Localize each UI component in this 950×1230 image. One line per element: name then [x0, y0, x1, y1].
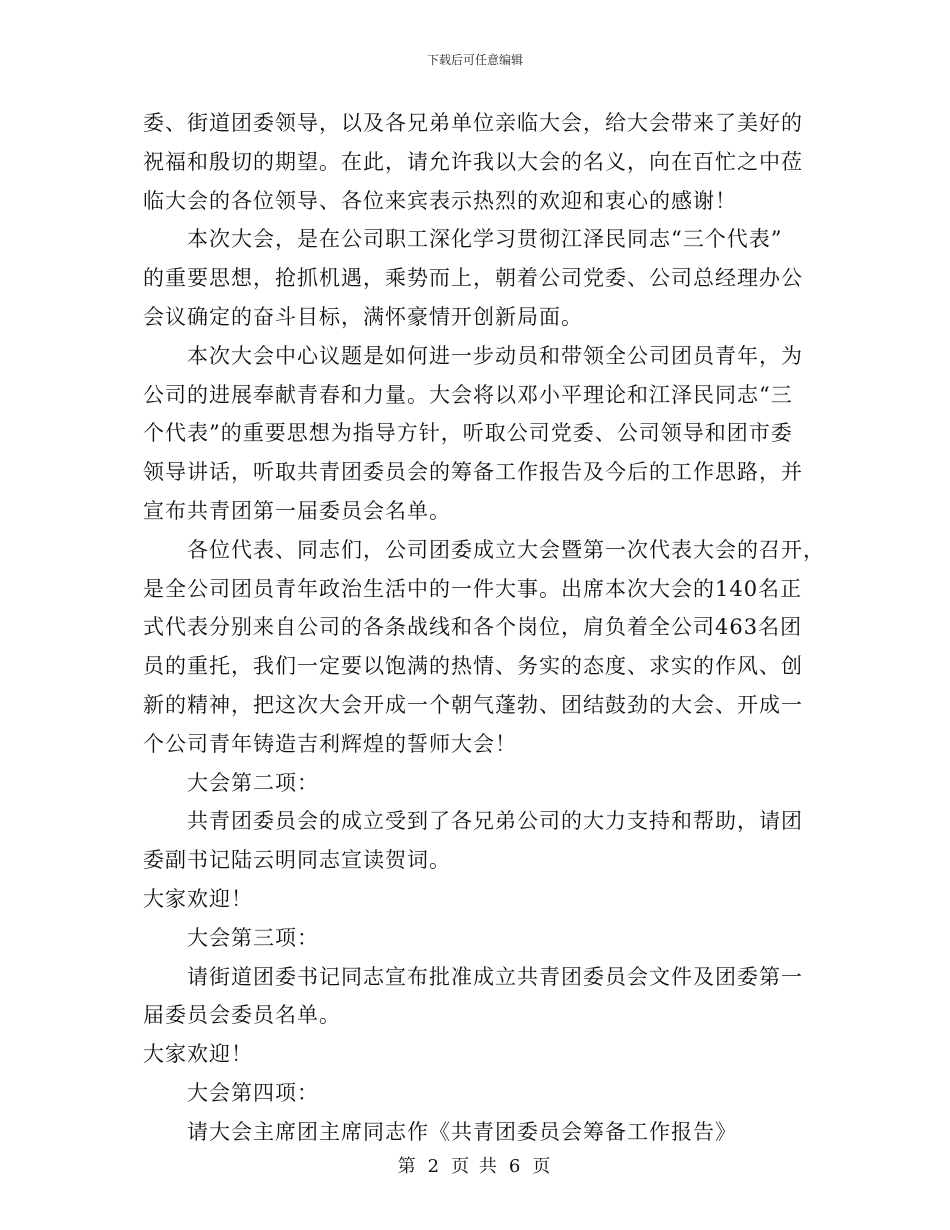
text-line-17: 个公司青年铸造吉利辉煌的誓师大会！	[143, 731, 517, 756]
page-number-suffix: 页	[532, 1156, 553, 1177]
text-line-12: 各位代表、同志们，公司团委成立大会暨第一次代表大会的召开，	[187, 537, 825, 562]
text-line-7: 本次大会中心议题是如何进一步动员和带领全公司团员青年，为	[187, 343, 803, 368]
text-line-2: 祝福和殷切的期望。在此，请允许我以大会的名义，向在百忙之中莅	[143, 149, 803, 174]
document-body	[143, 104, 825, 1152]
current-page-number: 2	[427, 1156, 442, 1177]
text-line-24: 届委员会委员名单。	[143, 1003, 341, 1028]
text-line-15: 员的重托，我们一定要以饱满的热情、务实的态度、求实的作风、创	[143, 654, 803, 679]
text-line-4: 本次大会，是在公司职工深化学习贯彻江泽民同志“三个代表”	[187, 227, 783, 252]
text-line-3: 临大会的各位领导、各位来宾表示热烈的欢迎和衷心的感谢！	[143, 188, 737, 213]
page-header-note: 下载后可任意编辑	[426, 53, 523, 67]
text-line-25: 大家欢迎！	[143, 1042, 253, 1067]
text-line-6: 会议确定的奋斗目标，满怀豪情开创新局面。	[143, 304, 583, 329]
text-line-20: 委副书记陆云明同志宣读贺词。	[143, 848, 451, 873]
text-line-26: 大会第四项：	[187, 1080, 319, 1105]
page-number-prefix: 第	[397, 1156, 418, 1177]
text-line-13: 是全公司团员青年政治生活中的一件大事。出席本次大会的140名正	[143, 576, 803, 601]
text-line-21: 大家欢迎！	[143, 886, 253, 911]
total-pages-number: 6	[508, 1156, 523, 1177]
text-line-9: 个代表”的重要思想为指导方针，听取公司党委、公司领导和团市委	[143, 421, 793, 446]
page-number-middle: 页 共	[451, 1156, 499, 1177]
text-line-22: 大会第三项：	[187, 925, 319, 950]
page-footer	[0, 1156, 950, 1178]
text-line-16: 新的精神，把这次大会开成一个朝气蓬勃、团结鼓劲的大会、开成一	[143, 692, 803, 717]
text-line-14: 式代表分别来自公司的各条战线和各个岗位，肩负着全公司463名团	[143, 615, 803, 640]
text-line-1: 委、街道团委领导，以及各兄弟单位亲临大会，给大会带来了美好的	[143, 111, 803, 135]
text-line-10: 领导讲话，听取共青团委员会的筹备工作报告及今后的工作思路，并	[143, 460, 803, 485]
text-line-8: 公司的进展奉献青春和力量。大会将以邓小平理论和江泽民同志“三	[143, 382, 793, 407]
text-line-27: 请大会主席团主席同志作《共青团委员会筹备工作报告》	[187, 1119, 737, 1144]
text-line-23: 请街道团委书记同志宣布批准成立共青团委员会文件及团委第一	[187, 964, 803, 989]
text-line-11: 宣布共青团第一届委员会名单。	[143, 498, 451, 523]
text-line-18: 大会第二项：	[187, 770, 319, 795]
text-line-19: 共青团委员会的成立受到了各兄弟公司的大力支持和帮助，请团	[187, 809, 803, 834]
text-line-5: 的重要思想，抢抓机遇，乘势而上，朝着公司党委、公司总经理办公	[143, 266, 803, 291]
